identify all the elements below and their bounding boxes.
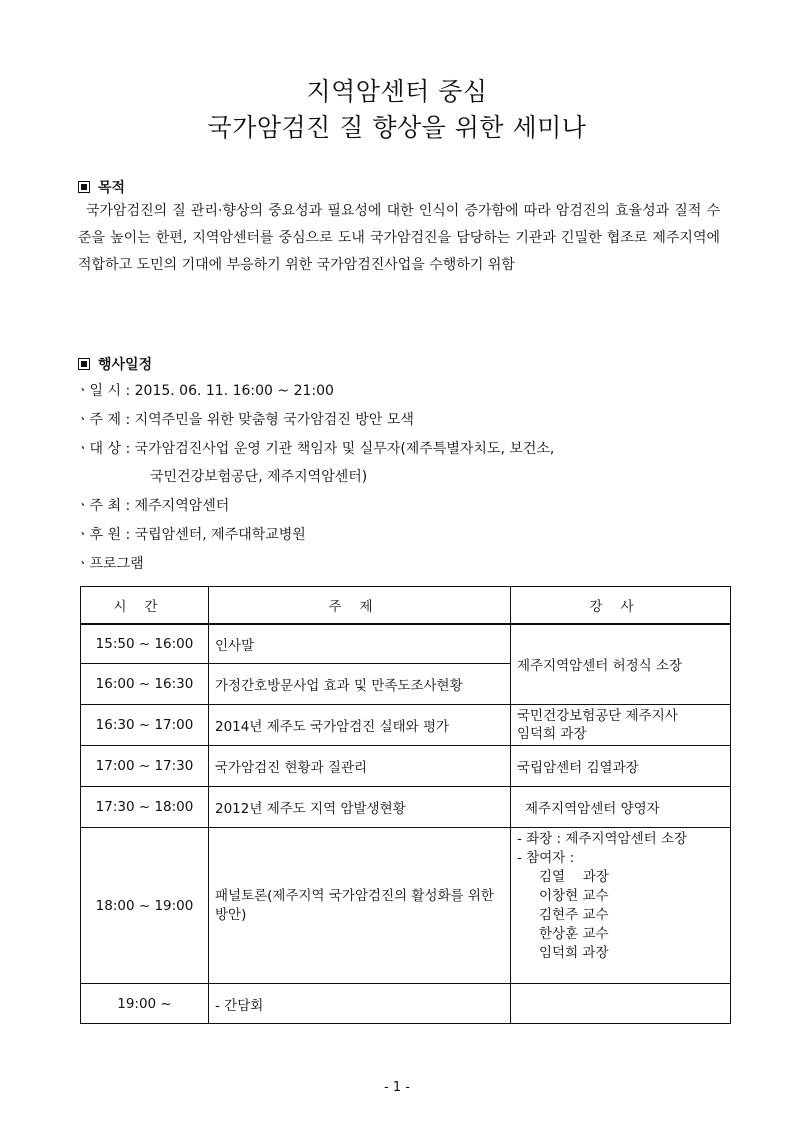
purpose-body: 국가암검진의 질 관리·향상의 중요성과 필요성에 대한 인식이 증가함에 따라 암검진의 효율성과 질적 수준을 높이는 한편, 지역암센터를 중심으로 도내 국가암검진을 담당하는 기관과 긴밀한 협조로 제주지역에 적합하고 도민의 기대에 부응하기 위한 국가암검진사업을 수행하기 위함 xyxy=(78,203,720,273)
schedule-date: ㆍ일 시 : 2015. 06. 11. 16:00 ~ 21:00 xyxy=(76,383,334,399)
panel-participant: 김열 과장 xyxy=(539,869,609,885)
row-topic: 2012년 제주도 지역 암발생현황 xyxy=(209,787,511,828)
panel-participant: 김현주 교수 xyxy=(539,907,609,923)
square-bullet-icon xyxy=(78,358,90,370)
row-time: 16:00 ~ 16:30 xyxy=(81,664,209,705)
table-row xyxy=(81,787,731,828)
table-row xyxy=(81,746,731,787)
row-topic: 패널토론(제주지역 국가암검진의 활성화를 위한 방안) xyxy=(209,828,511,984)
table-header-row xyxy=(81,587,731,624)
schedule-heading xyxy=(78,354,152,374)
row-speaker: 국립암센터 김열과장 xyxy=(511,746,731,787)
purpose-heading xyxy=(78,177,125,197)
purpose-heading-label: 목적 xyxy=(98,180,126,196)
schedule-target: ㆍ대 상 : 국가암검진사업 운영 기관 책임자 및 실무자(제주특별자치도, 보건소, xyxy=(76,441,555,457)
row-speaker xyxy=(511,705,731,746)
row-time: 18:00 ~ 19:00 xyxy=(81,828,209,984)
header-speaker: 강사 xyxy=(511,587,731,624)
table-row xyxy=(81,705,731,746)
row-speaker: 제주지역암센터 허정식 소장 xyxy=(511,624,731,705)
panel-participants-label: - 참여자 : xyxy=(517,850,575,866)
row-time: 19:00 ~ xyxy=(81,984,209,1024)
row-topic: 국가암검진 현황과 질관리 xyxy=(209,746,511,787)
row-speaker: 제주지역암센터 양영자 xyxy=(511,787,731,828)
panel-participant: 이창현 교수 xyxy=(539,888,609,904)
row-topic: 인사말 xyxy=(209,624,511,664)
row-topic: 가정간호방문사업 효과 및 만족도조사현황 xyxy=(209,664,511,705)
row-topic: 2014년 제주도 국가암검진 실태와 평가 xyxy=(209,705,511,746)
header-time: 시간 xyxy=(81,587,209,624)
panel-participant: 임덕희 과장 xyxy=(539,945,609,961)
table-row xyxy=(81,624,731,664)
schedule-heading-label: 행사일정 xyxy=(98,357,153,373)
schedule-topic: ㆍ주 제 : 지역주민을 위한 맞춤형 국가암검진 방안 모색 xyxy=(76,412,414,428)
schedule-sponsor: ㆍ후 원 : 국립암센터, 제주대학교병원 xyxy=(76,527,306,543)
table-row xyxy=(81,828,731,984)
speaker-org: 국민건강보험공단 제주지사 xyxy=(517,708,678,724)
table-row xyxy=(81,984,731,1024)
speaker-name: 임덕희 과장 xyxy=(517,726,587,742)
title-line-2: 국가암검진 질 향상을 위한 세미나 xyxy=(207,113,587,142)
program-table xyxy=(80,586,731,1024)
row-time: 17:30 ~ 18:00 xyxy=(81,787,209,828)
schedule-program: ㆍ프로그램 xyxy=(76,556,144,572)
schedule-target-cont: 국민건강보험공단, 제주지역암센터) xyxy=(150,469,368,485)
schedule-host: ㆍ주 최 : 제주지역암센터 xyxy=(76,498,230,514)
panel-speakers xyxy=(511,828,731,984)
title-line-1: 지역암센터 중심 xyxy=(306,77,488,106)
header-topic: 주제 xyxy=(209,587,511,624)
panel-participant: 한상훈 교수 xyxy=(539,926,609,942)
row-topic: - 간담회 xyxy=(209,984,511,1024)
panel-chair: - 좌장 : 제주지역암센터 소장 xyxy=(517,831,688,847)
row-time: 17:00 ~ 17:30 xyxy=(81,746,209,787)
row-time: 16:30 ~ 17:00 xyxy=(81,705,209,746)
row-time: 15:50 ~ 16:00 xyxy=(81,624,209,664)
row-speaker xyxy=(511,984,731,1024)
square-bullet-icon xyxy=(78,181,90,193)
page-number: - 1 - xyxy=(384,1080,410,1095)
